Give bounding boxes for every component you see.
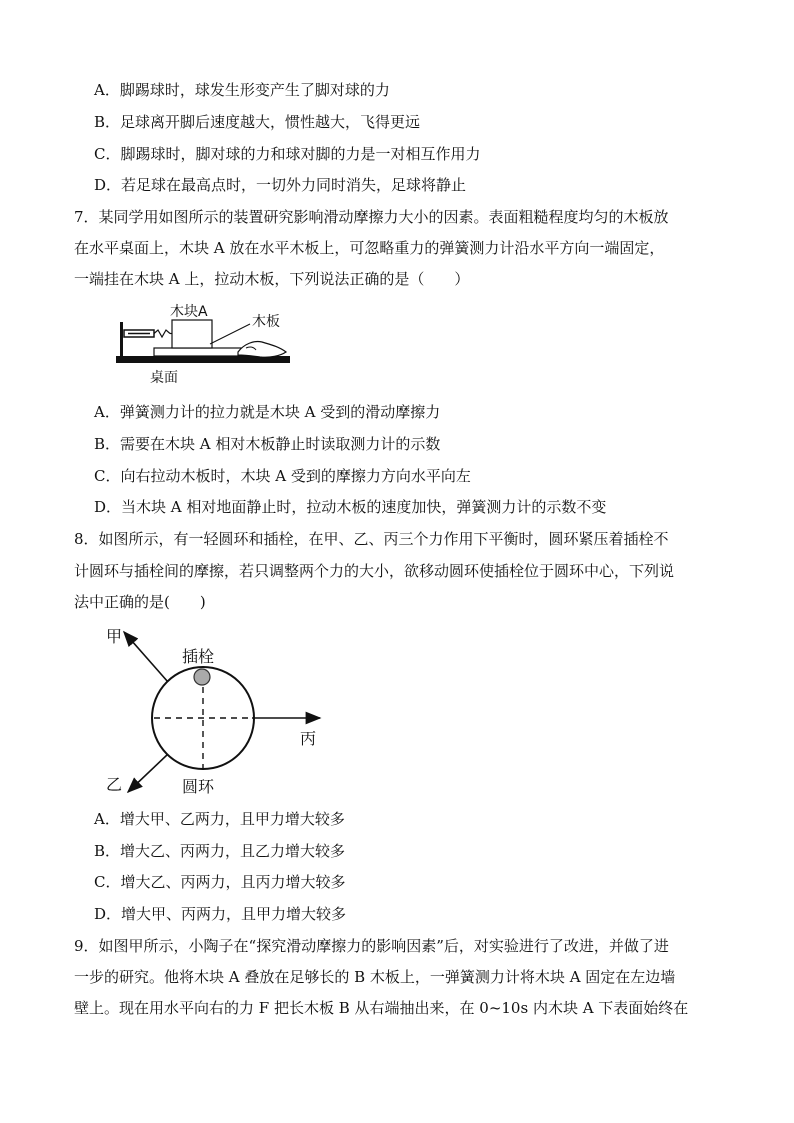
q8-stem-line-3: 法中正确的是( ) (74, 593, 206, 611)
q7-stem-line-3: 一端挂在木块 A 上，拉动木板，下列说法正确的是（ ） (74, 270, 470, 288)
force-yi-arrow (128, 754, 168, 792)
q7-option-a: A．弹簧测力计的拉力就是木块 A 受到的滑动摩擦力 (94, 403, 441, 421)
table-label: 桌面 (150, 370, 178, 386)
q6-option-c: C．脚踢球时，脚对球的力和球对脚的力是一对相互作用力 (94, 145, 481, 163)
q7-option-d: D．当木块 A 相对地面静止时，拉动木板的速度加快，弹簧测力计的示数不变 (94, 498, 607, 516)
q9-stem-line-3: 壁上。现在用水平向右的力 F 把长木板 B 从右端抽出来，在 0~10s 内木块 A 下表面始终在 (74, 999, 689, 1017)
q6-option-d: D．若足球在最高点时，一切外力同时消失，足球将静止 (94, 176, 467, 194)
q7-option-b: B．需要在木块 A 相对木板静止时读取测力计的示数 (94, 435, 441, 453)
q8-figure (96, 620, 336, 800)
hand-icon (238, 341, 286, 357)
force-yi-label: 乙 (106, 775, 123, 794)
q8-option-a: A．增大甲、乙两力，且甲力增大较多 (94, 810, 345, 828)
board-label: 木板 (252, 314, 280, 330)
force-jia-label: 甲 (106, 627, 123, 646)
q9-stem-line-1: 9．如图甲所示，小陶子在“探究滑动摩擦力的影响因素”后，对实验进行了改进，并做了进 (74, 937, 669, 955)
wood-board (154, 348, 244, 356)
peg (194, 669, 210, 685)
ring-label: 圆环 (182, 777, 215, 796)
peg-label: 插栓 (182, 647, 215, 666)
spring-hook (154, 330, 170, 337)
q9-stem-line-2: 一步的研究。他将木块 A 叠放在足够长的 B 木板上，一弹簧测力计将木块 A 固定在左边墙 (74, 968, 676, 986)
force-jia-arrow (124, 632, 168, 682)
q6-option-a: A．脚踢球时，球发生形变产生了脚对球的力 (94, 81, 390, 99)
q7-stem-line-2: 在水平桌面上，木块 A 放在水平木板上，可忽略重力的弹簧测力计沿水平方向一端固定， (74, 239, 665, 257)
q6-option-b: B．足球离开脚后速度越大，惯性越大，飞得更远 (94, 113, 421, 131)
q8-option-b: B．增大乙、丙两力，且乙力增大较多 (94, 842, 346, 860)
q8-option-d: D．增大甲、丙两力，且甲力增大较多 (94, 905, 347, 923)
q8-stem-line-1: 8．如图所示，有一轻圆环和插栓，在甲、乙、丙三个力作用下平衡时，圆环紧压着插栓不 (74, 530, 669, 548)
wood-block-a (172, 320, 212, 348)
q7-stem-line-1: 7．某同学用如图所示的装置研究影响滑动摩擦力大小的因素。表面粗糙程度均匀的木板放 (74, 208, 669, 226)
q7-option-c: C．向右拉动木板时，木块 A 受到的摩擦力方向水平向左 (94, 467, 471, 485)
wall (120, 322, 123, 358)
q8-stem-line-2: 计圆环与插栓间的摩擦，若只调整两个力的大小，欲移动圆环使插栓位于圆环中心，下列说 (74, 562, 675, 580)
q7-figure (110, 300, 300, 390)
force-bing-label: 丙 (300, 729, 317, 748)
q8-option-c: C．增大乙、丙两力，且丙力增大较多 (94, 873, 346, 891)
block-a-label: 木块A (170, 304, 208, 320)
